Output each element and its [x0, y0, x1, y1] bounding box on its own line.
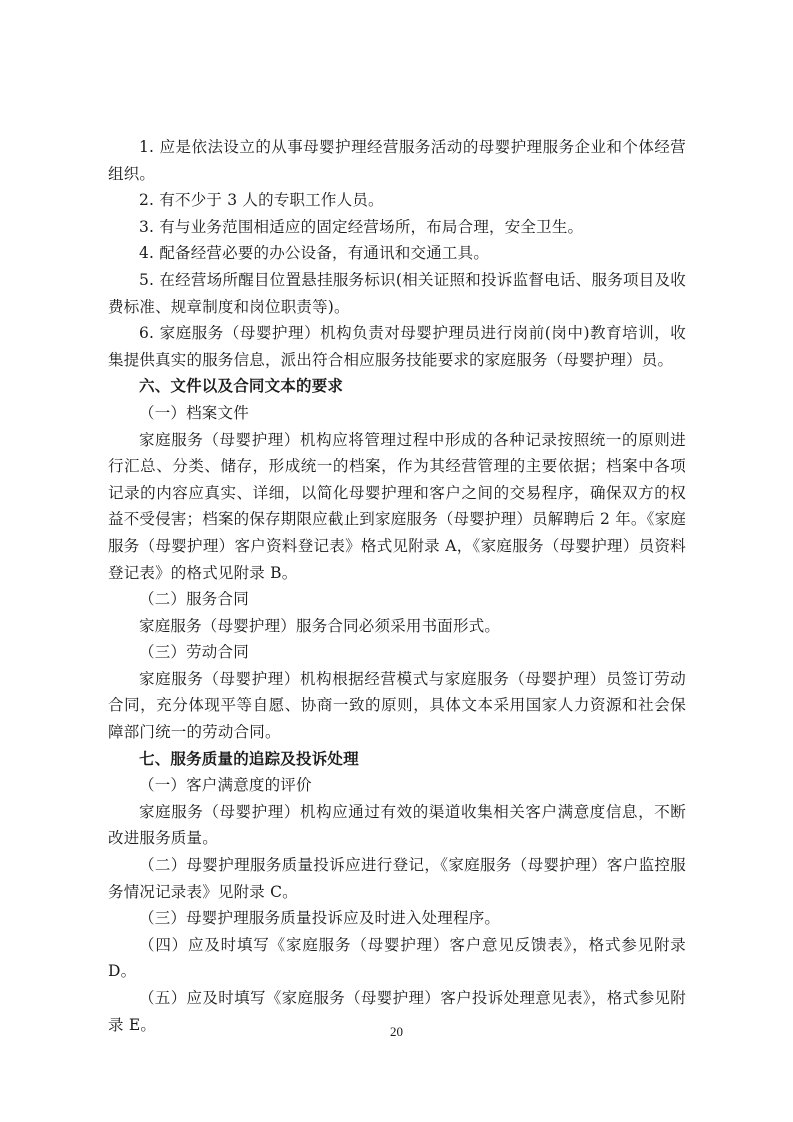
requirement-item-5: 5. 在经营场所醒目位置悬挂服务标识(相关证照和投诉监督电话、服务项目及收费标准、规章制度和岗位职责等)。	[108, 270, 686, 316]
section-heading-7: 七、服务质量的追踪及投诉处理	[139, 748, 359, 768]
requirement-item-4: 4. 配备经营必要的办公设备，有通讯和交通工具。	[139, 244, 490, 263]
page-number: 20	[390, 1024, 403, 1039]
subsection-satisfaction: （一）客户满意度的评价	[139, 776, 312, 795]
labor-contract-paragraph: 家庭服务（母婴护理）机构根据经营模式与家庭服务（母婴护理）员签订劳动合同，充分体现平等自愿、协商一致的原则，具体文本采用国家人力资源和社会保障部门统一的劳动合同。	[108, 669, 686, 742]
subsection-archive-files: （一）档案文件	[139, 403, 249, 422]
feedback-form-item: （四）应及时填写《家庭服务（母婴护理）客户意见反馈表》，格式参见附录 D。	[108, 935, 686, 981]
complaint-form-item: （五）应及时填写《家庭服务（母婴护理）客户投诉处理意见表》，格式参见附录 E。	[108, 989, 686, 1034]
requirement-item-6: 6. 家庭服务（母婴护理）机构负责对母婴护理员进行岗前(岗中)教育培训，收集提供真实的服务信息，派出符合相应服务技能要求的家庭服务（母婴护理）员。	[108, 324, 686, 369]
archive-files-paragraph: 家庭服务（母婴护理）机构应将管理过程中形成的各种记录按照统一的原则进行汇总、分类、储存，形成统一的档案，作为其经营管理的主要依据；档案中各项记录的内容应真实、详细，以简化母婴护理和客户之间的交易程序，确保双方的权益不受侵害；档案的保存期限应截止到家庭服务（母婴护理）员解聘后 2 年。《家庭服务（母婴护理）客户资料登记表》格式见附录 A，《家庭服务（母婴护理）员资料登记表》的格式见附录 B。	[108, 430, 686, 582]
requirement-item-3: 3. 有与业务范围相适应的固定经营场所，布局合理，安全卫生。	[139, 217, 584, 236]
requirement-item-1: 1. 应是依法设立的从事母婴护理经营服务活动的母婴护理服务企业和个体经营组织。	[108, 138, 686, 183]
subsection-service-contract: （二）服务合同	[139, 590, 249, 609]
complaint-registration-item: （二）母婴护理服务质量投诉应进行登记，《家庭服务（母婴护理）客户监控服务情况记录表》见附录 C。	[108, 856, 686, 901]
requirement-item-2: 2. 有不少于 3 人的专职工作人员。	[139, 191, 384, 210]
service-contract-paragraph: 家庭服务（母婴护理）服务合同必须采用书面形式。	[139, 616, 501, 635]
satisfaction-paragraph: 家庭服务（母婴护理）机构应通过有效的渠道收集相关客户满意度信息，不断改进服务质量。	[108, 802, 686, 848]
section-heading-6: 六、文件以及合同文本的要求	[139, 376, 344, 396]
subsection-labor-contract: （三）劳动合同	[139, 643, 249, 662]
document-body	[108, 134, 686, 1038]
complaint-processing-item: （三）母婴护理服务质量投诉应及时进入处理程序。	[139, 909, 501, 928]
